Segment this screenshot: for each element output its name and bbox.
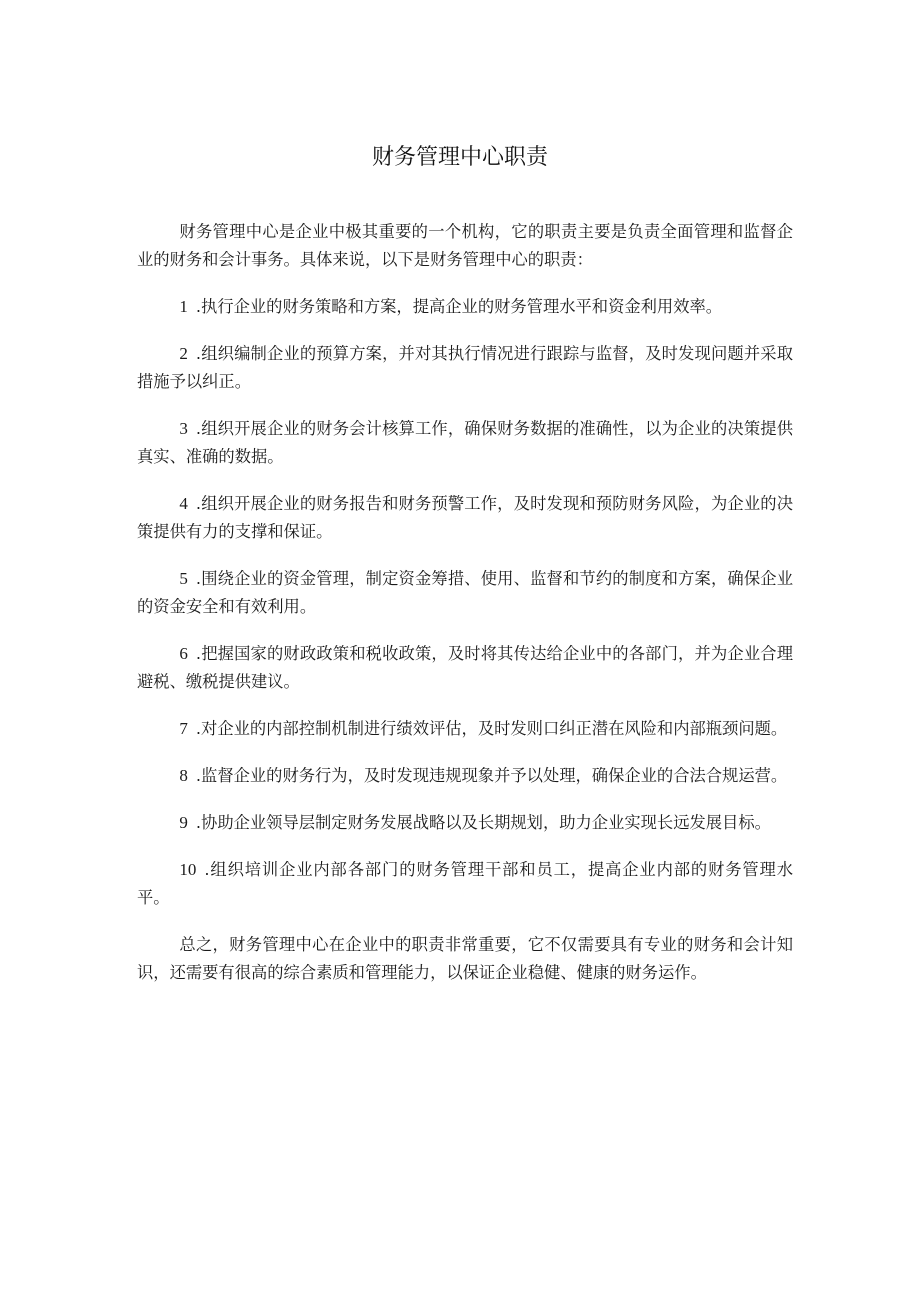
duty-text: .协助企业领导层制定财务发展战略以及长期规划，助力企业实现长远发展目标。 bbox=[195, 813, 771, 832]
duty-number: 8 bbox=[179, 766, 188, 785]
duty-item bbox=[137, 490, 793, 546]
duty-number: 6 bbox=[179, 644, 188, 663]
duty-text: .组织开展企业的财务报告和财务预警工作，及时发现和预防财务风险，为企业的决策提供有力的支撑和保证。 bbox=[137, 494, 793, 541]
duty-item bbox=[137, 415, 793, 471]
duty-text: .组织编制企业的预算方案，并对其执行情况进行跟踪与监督，及时发现问题并采取措施予以纠正。 bbox=[137, 344, 793, 391]
duty-item bbox=[137, 715, 793, 743]
duty-number: 10 bbox=[179, 860, 197, 879]
duty-text: .监督企业的财务行为，及时发现违规现象并予以处理，确保企业的合法合规运营。 bbox=[195, 766, 788, 785]
duty-item bbox=[137, 293, 793, 321]
duty-text: .组织培训企业内部各部门的财务管理干部和员工，提高企业内部的财务管理水平。 bbox=[137, 860, 793, 907]
duty-number: 2 bbox=[179, 344, 188, 363]
duty-item bbox=[137, 640, 793, 696]
duty-item bbox=[137, 762, 793, 790]
duty-number: 1 bbox=[179, 297, 188, 316]
duty-item bbox=[137, 809, 793, 837]
duty-number: 3 bbox=[179, 419, 188, 438]
duty-item bbox=[137, 340, 793, 396]
duty-number: 4 bbox=[179, 494, 188, 513]
duty-item bbox=[137, 565, 793, 621]
document-body bbox=[137, 218, 793, 1006]
duty-number: 7 bbox=[179, 719, 188, 738]
duty-number: 9 bbox=[179, 813, 188, 832]
duty-text: .执行企业的财务策略和方案，提高企业的财务管理水平和资金利用效率。 bbox=[195, 297, 723, 316]
intro-paragraph: 财务管理中心是企业中极其重要的一个机构，它的职责主要是负责全面管理和监督企业的财务和会计事务。具体来说，以下是财务管理中心的职责： bbox=[137, 222, 793, 269]
document-title: 财务管理中心职责 bbox=[371, 145, 548, 170]
duty-text: .围绕企业的资金管理，制定资金筹措、使用、监督和节约的制度和方案，确保企业的资金安全和有效利用。 bbox=[137, 569, 793, 616]
duty-text: .组织开展企业的财务会计核算工作，确保财务数据的准确性，以为企业的决策提供真实、准确的数据。 bbox=[137, 419, 793, 466]
duty-number: 5 bbox=[179, 569, 188, 588]
conclusion-paragraph: 总之，财务管理中心在企业中的职责非常重要，它不仅需要具有专业的财务和会计知识，还需要有很高的综合素质和管理能力，以保证企业稳健、健康的财务运作。 bbox=[137, 935, 793, 982]
duty-text: .对企业的内部控制机制进行绩效评估，及时发则口纠正潜在风险和内部瓶颈问题。 bbox=[195, 719, 788, 738]
duty-item bbox=[137, 856, 793, 912]
duty-text: .把握国家的财政政策和税收政策，及时将其传达给企业中的各部门，并为企业合理避税、缴税提供建议。 bbox=[137, 644, 793, 691]
